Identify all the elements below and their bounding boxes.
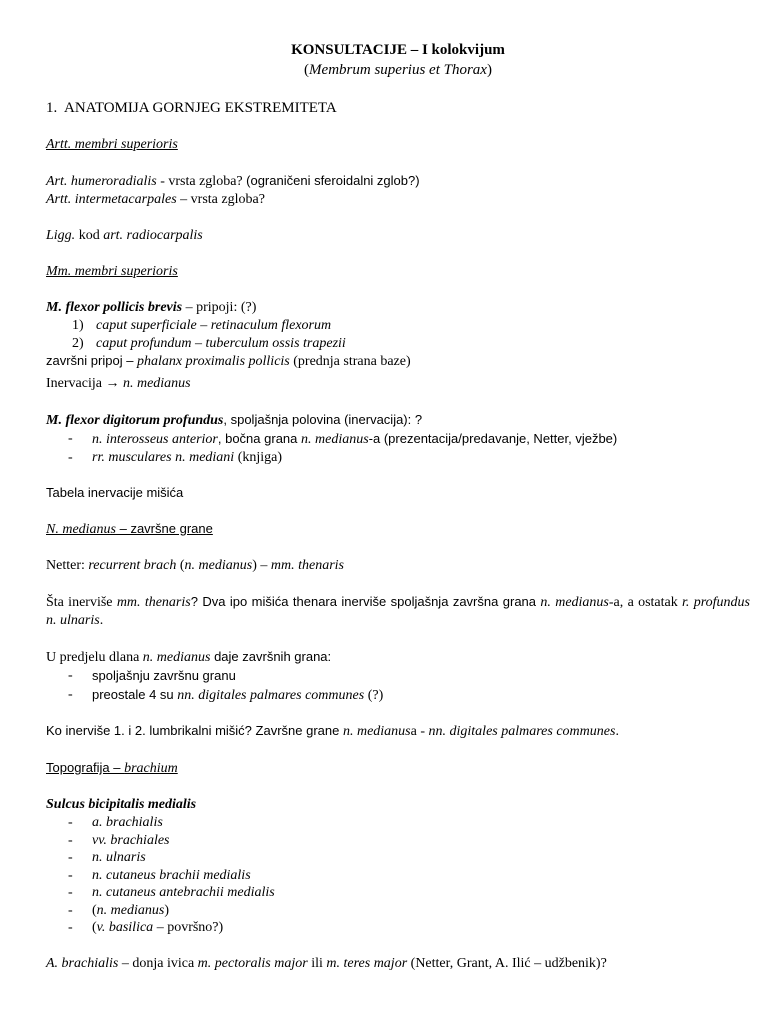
tabela-line: Tabela inervacije mišića — [46, 485, 184, 500]
list-item: - preostale 4 su nn. digitales palmares communes (?) — [46, 686, 750, 705]
fdp-title: M. flexor digitorum profundus, spoljašnja polovina (inervacija): ? — [46, 412, 423, 428]
list-item: - n. ulnaris — [46, 849, 750, 867]
fpb-title: M. flexor pollicis brevis – pripoji: (?) — [46, 300, 257, 315]
fpb-list — [46, 317, 750, 352]
fpb-inervacija: Inervacija → n. medianus — [46, 376, 191, 391]
list-item: - (n. medianus) — [46, 902, 750, 920]
list-item: 1) caput superficiale – retinaculum flexorum — [72, 318, 332, 333]
document-title: KONSULTACIJE – I kolokvijum — [291, 42, 505, 58]
artt-line-ligg: Ligg. kod art. radiocarpalis — [46, 228, 203, 243]
list-item: - (v. basilica – površno?) — [46, 919, 750, 937]
topografija-heading: Topografija – brachium — [46, 760, 178, 776]
sulcus-heading: Sulcus bicipitalis medialis — [46, 797, 197, 812]
list-item: - rr. musculares n. mediani (knjiga) — [46, 449, 750, 467]
list-item: - a. brachialis — [46, 814, 750, 832]
artt-line-intermetacarpales: Artt. intermetacarpales – vrsta zgloba? — [46, 192, 265, 207]
arrow-right-icon: → — [105, 376, 120, 391]
artt-line-humeroradialis: Art. humeroradialis - vrsta zgloba? (ograničeni sferoidalni zglob?) — [46, 173, 420, 189]
list-item: - n. cutaneus antebrachii medialis — [46, 884, 750, 902]
fpb-end: završni pripoj – phalanx proximalis pollicis (prednja strana baze) — [46, 353, 411, 369]
dlan-line: U predjelu dlana n. medianus daje završnih grana: — [46, 649, 332, 665]
document-page — [46, 40, 750, 973]
list-item: - n. interosseus anterior, bočna grana n. medianus-a (prezentacija/predavanje, Netter, vježbe) — [46, 430, 750, 449]
section-heading: 1. ANATOMIJA GORNJEG EKSTREMITETA — [46, 100, 337, 116]
sulcus-list — [46, 814, 750, 937]
list-item: 2) caput profundum – tuberculum ossis trapezii — [72, 335, 346, 351]
fdp-list — [46, 430, 750, 466]
netter-line: Netter: recurrent brach (n. medianus) – mm. thenaris — [46, 558, 345, 573]
lumbrical-line: Ko inerviše 1. i 2. lumbrikalni mišić? Završne grane n. medianusa - nn. digitales palmares communes. — [46, 723, 619, 739]
list-item: - spoljašnju završnu granu — [46, 667, 750, 686]
thenar-paragraph: Šta inerviše mm. thenaris? Dva ipo mišića thenara inerviše spoljašnja završna grana n. medianus-a, a ostatak r. profundus n. ulnaris. — [46, 594, 750, 628]
brachialis-line: A. brachialis – donja ivica m. pectoralis major ili m. teres major (Netter, Grant, A. Ilić – udžbenik)? — [46, 955, 607, 971]
document-subtitle: (Membrum superius et Thorax) — [304, 62, 492, 78]
mm-heading: Mm. membri superioris — [46, 264, 178, 279]
list-item: - vv. brachiales — [46, 832, 750, 850]
dlan-list — [46, 667, 750, 704]
list-item: - n. cutaneus brachii medialis — [46, 867, 750, 885]
medianus-heading: N. medianus – završne grane — [46, 521, 213, 537]
artt-heading: Artt. membri superioris — [46, 137, 178, 152]
